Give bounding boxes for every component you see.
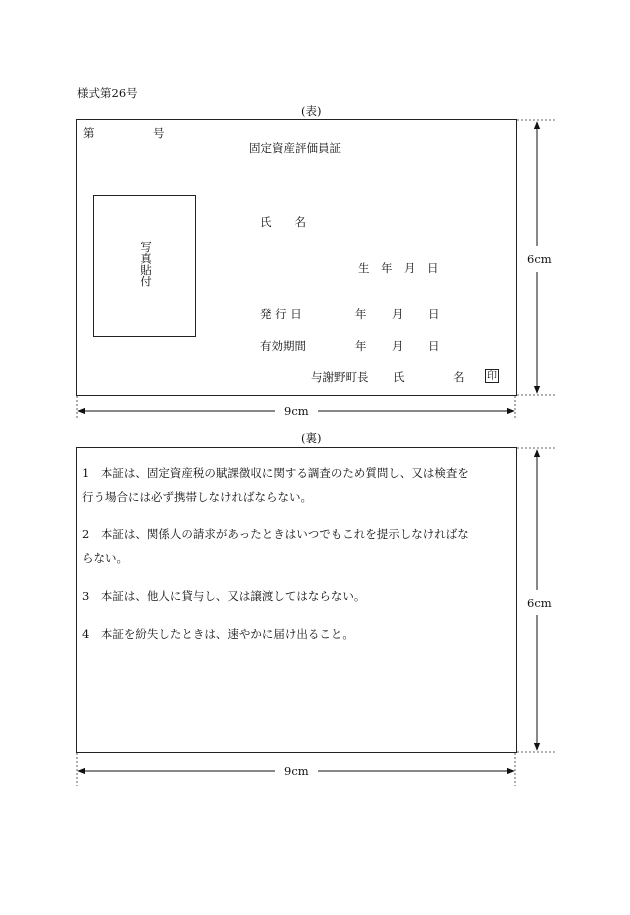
back-height-dimension: 6cm <box>527 596 552 610</box>
issuer-name-label-2: 名 <box>453 370 465 384</box>
issue-day: 日 <box>428 307 440 321</box>
photo-box <box>93 195 196 337</box>
card-title: 固定資産評価員証 <box>249 141 341 155</box>
number-label-suffix: 号 <box>153 126 165 140</box>
back-item-1-line-2: 行う場合には必ず携帯しなければならない。 <box>82 490 312 504</box>
validity-label: 有効期間 <box>260 339 306 353</box>
back-item-3-line-1: 3 本証は、他人に貸与し、又は譲渡してはならない。 <box>82 589 366 603</box>
issue-month: 月 <box>392 307 404 321</box>
number-label-prefix: 第 <box>83 126 95 140</box>
birthdate-label: 生 年 月 日 <box>358 261 439 275</box>
front-width-dimension: 9cm <box>284 404 309 418</box>
photo-label: 写真貼付 <box>139 241 153 287</box>
issue-year: 年 <box>355 307 367 321</box>
back-item-2-line-2: らない。 <box>82 551 128 565</box>
issuer-title: 与謝野町長 <box>311 370 369 384</box>
front-card <box>76 119 517 396</box>
back-item-3 <box>82 584 512 608</box>
back-item-4-line-1: 4 本証を紛失したときは、速やかに届け出ること。 <box>82 627 354 641</box>
seal-mark: 印 <box>487 371 497 382</box>
name-label: 氏 名 <box>260 215 306 229</box>
validity-month: 月 <box>392 339 404 353</box>
back-heading: (裏) <box>301 431 322 445</box>
validity-year: 年 <box>355 339 367 353</box>
front-height-dimension: 6cm <box>527 252 552 266</box>
issuer-name-label-1: 氏 <box>393 370 405 384</box>
form-number: 様式第26号 <box>77 86 138 100</box>
back-item-2 <box>82 522 512 570</box>
back-item-1 <box>82 461 512 509</box>
back-width-dimension: 9cm <box>284 764 309 778</box>
back-item-4 <box>82 622 512 646</box>
issue-date-label: 発 行 日 <box>260 307 302 321</box>
back-item-1-line-1: 1 本証は、固定資産税の賦課徴収に関する調査のため質問し、又は検査を <box>82 466 469 480</box>
validity-day: 日 <box>428 339 440 353</box>
front-heading: (表) <box>301 104 322 118</box>
back-item-2-line-1: 2 本証は、関係人の請求があったときはいつでもこれを提示しなければな <box>82 527 469 541</box>
